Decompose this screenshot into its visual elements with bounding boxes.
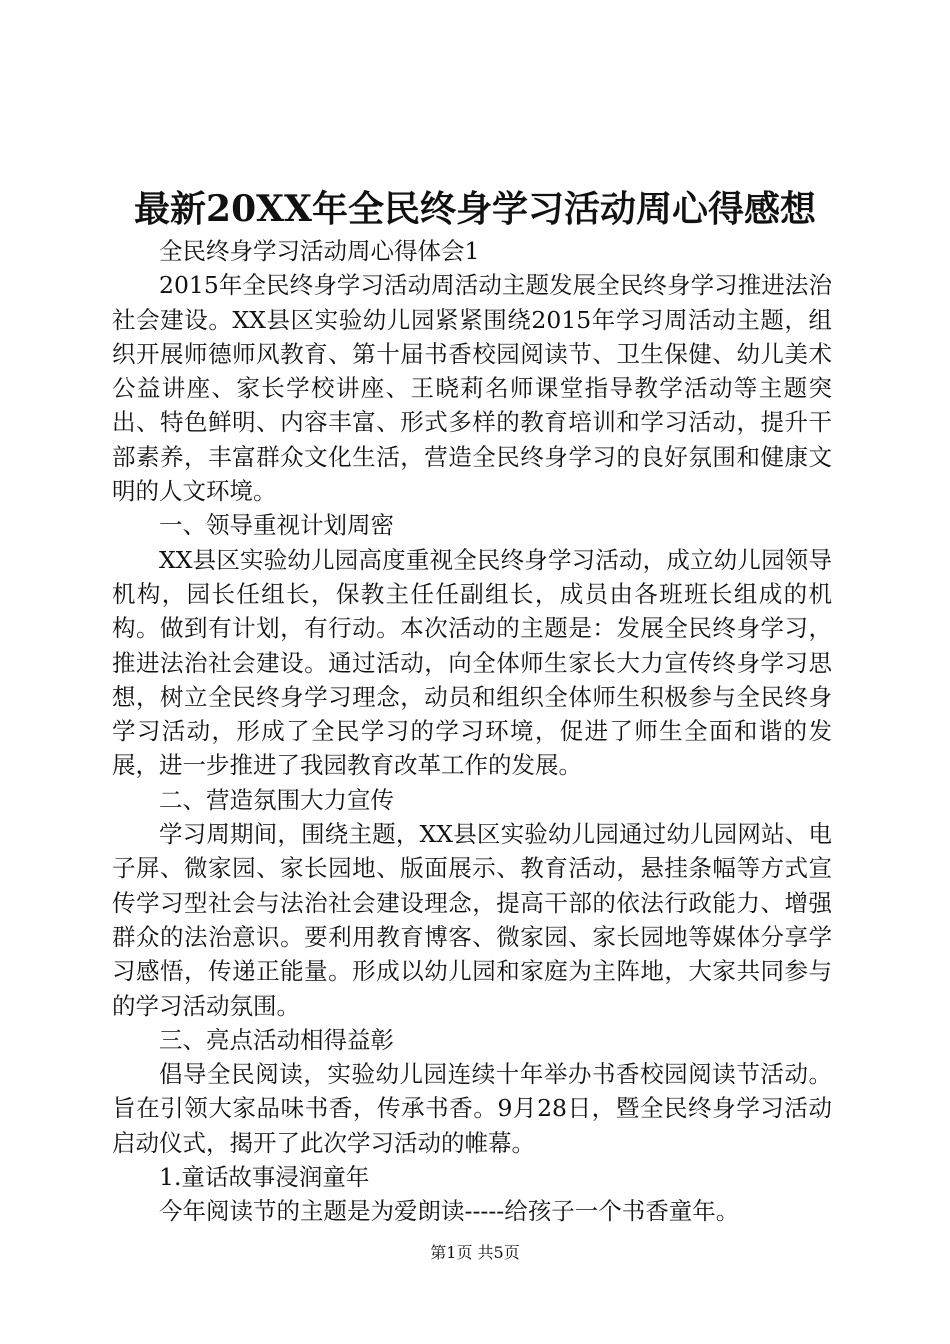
paragraph-section-3: 倡导全民阅读，实验幼儿园连续十年举办书香校园阅读节活动。旨在引领大家品味书香，传承书香。9月28日，暨全民终身学习活动启动仪式，揭开了此次学习活动的帷幕。 xyxy=(112,1060,832,1157)
paragraph-intro: 2015年全民终身学习活动周活动主题发展全民终身学习推进法治社会建设。XX县区实验幼儿园紧紧围绕2015年学习周活动主题，组织开展师德师风教育、第十届书香校园阅读节、卫生保健、幼儿美术公益讲座、家长学校讲座、王晓莉名师课堂指导教学活动等主题突出、特色鲜明、内容丰富、形式多样的教育培训和学习活动，提升干部素养，丰富群众文化生活，营造全民终身学习的良好氛围和健康文明的人文环境。 xyxy=(112,271,832,506)
paragraph-subtitle: 全民终身学习活动周心得体会1 xyxy=(159,237,480,265)
paragraph-subsection-1: 今年阅读节的主题是为爱朗读-----给孩子一个书香童年。 xyxy=(159,1197,740,1226)
subsection-heading-1: 1.童话故事浸润童年 xyxy=(159,1163,370,1192)
paragraph-section-2: 学习周期间，围绕主题，XX县区实验幼儿园通过幼儿园网站、电子屏、微家园、家长园地、版面展示、教育活动，悬挂条幅等方式宣传学习型社会与法治社会建设理念，提高干部的依法行政能力、增强群众的法治意识。要利用教育博客、微家园、家长园地等媒体分享学习感悟，传递正能量。形成以幼儿园和家庭为主阵地，大家共同参与的学习活动氛围。 xyxy=(112,820,832,1020)
document-body xyxy=(112,234,832,1229)
paragraph-section-1: XX县区实验幼儿园高度重视全民终身学习活动，成立幼儿园领导机构，园长任组长，保教主任任副组长，成员由各班班长组成的机构。做到有计划，有行动。本次活动的主题是：发展全民终身学习，推进法治社会建设。通过活动，向全体师生家长大力宣传终身学习思想，树立全民终身学习理念，动员和组织全体师生积极参与全民终身学习活动，形成了全民学习的学习环境，促进了师生全面和谐的发展，进一步推进了我园教育改革工作的发展。 xyxy=(112,545,832,780)
document-title: 最新20XX年全民终身学习活动周心得感想 xyxy=(134,188,816,230)
page-footer: 第1页 共5页 xyxy=(430,1243,520,1262)
section-heading-2: 二、营造氛围大力宣传 xyxy=(159,785,394,814)
section-heading-1: 一、领导重视计划周密 xyxy=(159,511,394,540)
section-heading-3: 三、亮点活动相得益彰 xyxy=(159,1025,394,1054)
